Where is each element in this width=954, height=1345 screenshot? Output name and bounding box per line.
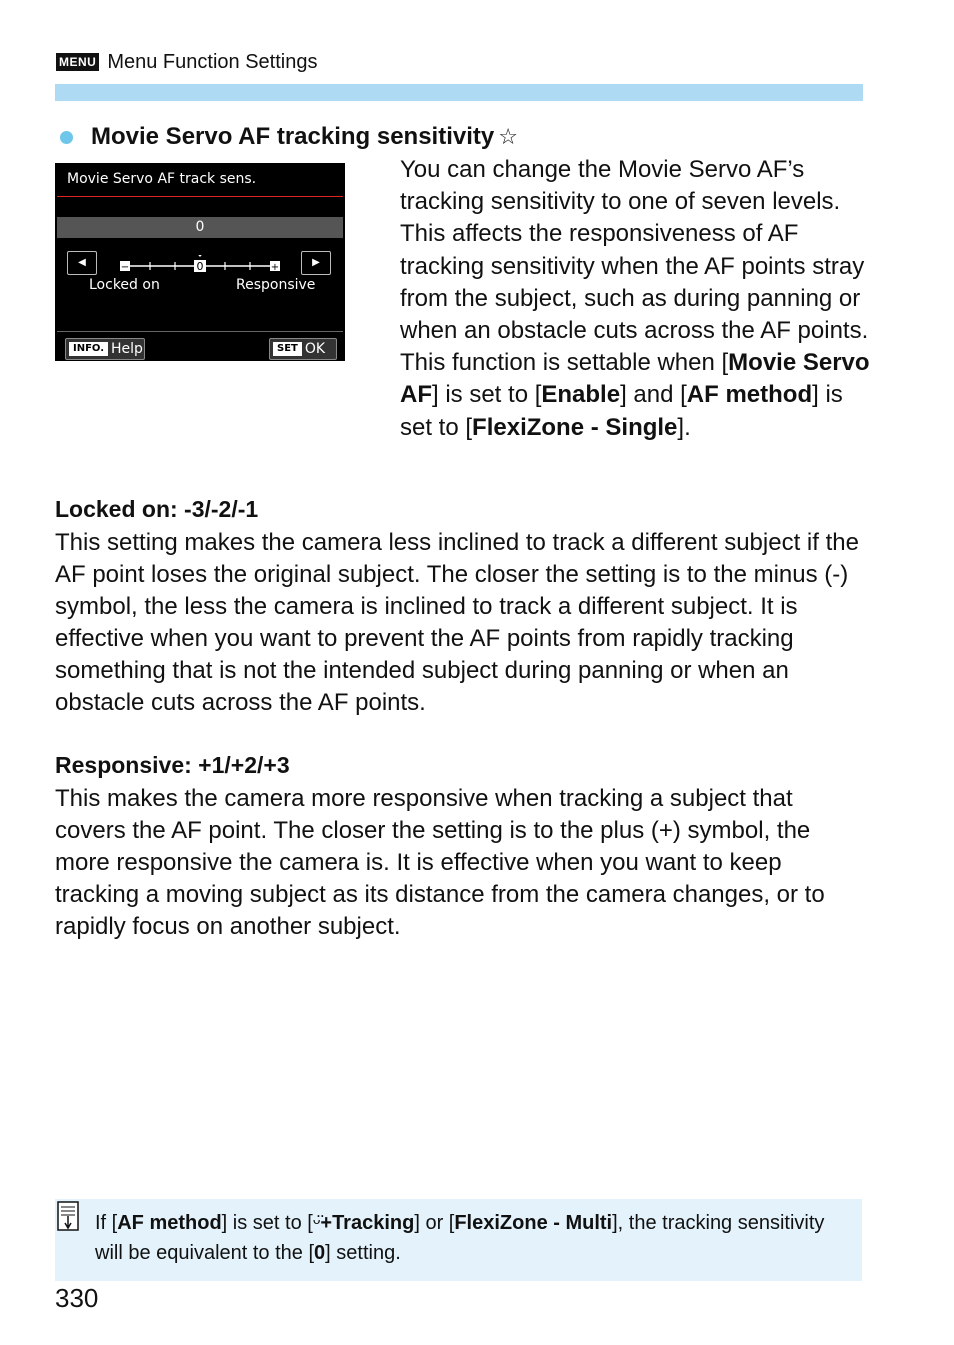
label-locked-on: Locked on [89,277,160,293]
section-heading [60,121,518,153]
intro-paragraph-2: This function is settable when [Movie Servo AF] is set to [Enable] and [AF method] is set to [FlexiZone - Single]. [400,349,870,441]
set-ok-key [269,338,337,360]
section-title: Movie Servo AF tracking sensitivity [91,123,495,150]
note-text: If [AF method] is set to [ᵕ̈+Tracking] or [FlexiZone - Multi], the tracking sensitivity will be equivalent to the [0] setting. [95,1212,825,1264]
info-key: INFO. [69,342,108,356]
page-header [56,50,317,74]
screen-title: Movie Servo AF track sens. [67,171,257,187]
scale-max-symbol: + [270,262,280,273]
screen-title-underline [57,196,343,197]
bullet-icon [60,131,73,144]
note-icon [57,1201,79,1231]
header-title: Menu Function Settings [107,50,318,73]
camera-screen [55,163,345,361]
locked-on-heading: Locked on: -3/-2/-1 [55,496,259,522]
info-help-key [65,338,145,360]
menu-icon: MENU [56,53,99,71]
page-number: 330 [55,1283,99,1313]
scale-min-symbol: − [120,262,130,273]
face-tracking-icon: ᵕ̈ [312,1212,321,1234]
left-arrow-icon: ◀ [67,251,97,275]
scale-marker-icon [195,255,205,257]
note-box [55,1199,862,1281]
responsive-heading: Responsive: +1/+2/+3 [55,752,290,778]
right-arrow-icon: ▶ [301,251,331,275]
ok-label: OK [304,341,326,357]
set-key: SET [273,342,302,356]
sensitivity-scale [119,255,281,277]
label-responsive: Responsive [236,277,316,293]
header-bar [55,84,863,101]
star-icon: ☆ [498,124,518,149]
screen-divider [57,331,343,332]
screen-value: 0 [195,219,205,235]
intro-text [400,154,870,444]
help-label: Help [111,341,143,357]
intro-paragraph-1: You can change the Movie Servo AF’s tracking sensitivity to one of seven levels. This affects the responsiveness of AF tracking sensitivity when the AF points stray from the subject, such as during panning or when an obstacle cuts across the AF points. [400,156,869,345]
responsive-body: This makes the camera more responsive when tracking a subject that covers the AF point. The closer the setting is to the plus (+) symbol, the more responsive the camera is. It is effective when you want to keep tracking a moving subject as its distance from the camera changes, or to rapidly focus on another subject. [55,785,825,940]
locked-on-body: This setting makes the camera less inclined to track a different subject if the AF point loses the original subject. The closer the setting is to the minus (-) symbol, the less the camera is inclined to track a different subject. It is effective when you want to prevent the AF points from rapidly tracking something that is not the intended subject during panning or when an obstacle cuts across the AF points. [55,529,859,716]
scale-current: 0 [196,260,204,273]
